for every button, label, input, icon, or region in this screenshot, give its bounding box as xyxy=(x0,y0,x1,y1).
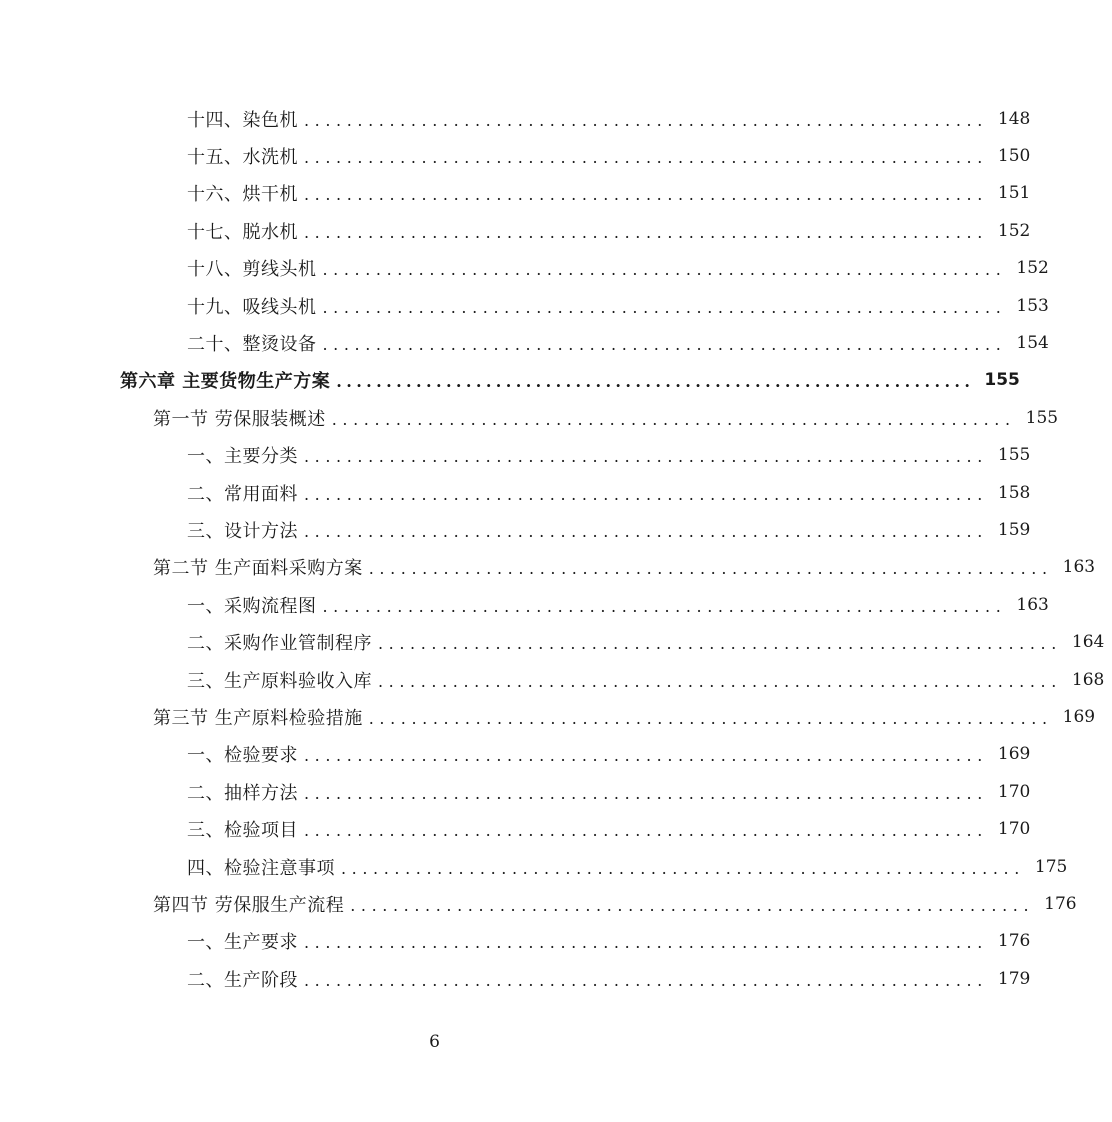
toc-dot-leader: ................................................................ xyxy=(341,858,1025,878)
toc-entry-title: 二、生产阶段 xyxy=(187,969,298,991)
toc-dot-leader: ................................................................ xyxy=(304,521,988,541)
toc-section-entry[interactable] xyxy=(0,698,1096,735)
toc-dot-leader: ................................................................ xyxy=(304,484,988,504)
toc-entry-title: 二、抽样方法 xyxy=(187,782,298,804)
toc-dot-leader: ................................................................ xyxy=(368,708,1053,728)
toc-entry-title: 十五、水洗机 xyxy=(187,147,298,169)
toc-page-number: 169 xyxy=(997,744,1031,765)
toc-page-number: 168 xyxy=(1071,669,1105,690)
toc-dot-leader: ................................................................ xyxy=(304,970,988,990)
toc-page-number: 176 xyxy=(997,931,1031,952)
toc-entry[interactable] xyxy=(0,848,1068,885)
toc-dot-leader: ................................................................ xyxy=(368,559,1053,579)
toc-entry-title: 十八、剪线头机 xyxy=(187,259,317,281)
toc-entry[interactable] xyxy=(0,474,1031,511)
toc-entry[interactable] xyxy=(0,100,1031,137)
toc-dot-leader: ................................................................ xyxy=(331,409,1016,429)
toc-entry[interactable] xyxy=(0,960,1031,997)
toc-dot-leader: ................................................................ xyxy=(304,185,988,205)
toc-page-number: 169 xyxy=(1062,706,1096,727)
toc-dot-leader: ................................................................ xyxy=(304,110,988,130)
toc-dot-leader: ................................................................ xyxy=(304,821,988,841)
toc-entry-title: 一、生产要求 xyxy=(187,932,298,954)
toc-dot-leader: ................................................................ xyxy=(304,933,988,953)
toc-entry[interactable] xyxy=(0,661,1105,698)
toc-entry-title: 第二节 生产面料采购方案 xyxy=(153,558,363,580)
toc-section-entry[interactable] xyxy=(0,399,1059,436)
toc-entry-title: 第三节 生产原料检验措施 xyxy=(153,707,363,729)
toc-page-number: 148 xyxy=(997,108,1031,129)
toc-page-number: 155 xyxy=(997,445,1031,466)
toc-entry[interactable] xyxy=(0,287,1049,324)
toc-dot-leader: ................................................................ xyxy=(322,297,1007,317)
toc-page-number: 170 xyxy=(997,781,1031,802)
toc-chapter-entry[interactable] xyxy=(0,362,1020,399)
toc-page-number: 159 xyxy=(997,519,1031,540)
toc-entry[interactable] xyxy=(0,810,1031,847)
toc-entry-title: 第四节 劳保服生产流程 xyxy=(153,894,345,916)
toc-entry-title: 一、主要分类 xyxy=(187,446,298,468)
toc-entry[interactable] xyxy=(0,511,1031,548)
toc-entry[interactable] xyxy=(0,137,1031,174)
toc-section-entry[interactable] xyxy=(0,885,1077,922)
toc-dot-leader: ................................................................ xyxy=(350,895,1035,915)
toc-entry-title: 二十、整烫设备 xyxy=(187,334,317,356)
page-number: 6 xyxy=(429,1032,440,1052)
toc-dot-leader: ................................................................ xyxy=(378,671,1062,691)
toc-entry[interactable] xyxy=(0,923,1031,960)
toc-entry-title: 十六、烘干机 xyxy=(187,184,298,206)
toc-page-number: 152 xyxy=(1016,258,1049,279)
toc-entry[interactable] xyxy=(0,324,1049,361)
toc-entry-title: 第一节 劳保服装概述 xyxy=(153,408,326,430)
toc-entry[interactable] xyxy=(0,175,1031,212)
toc-entry-title: 三、设计方法 xyxy=(187,520,298,542)
table-of-contents xyxy=(0,100,1105,997)
toc-entry-title: 十九、吸线头机 xyxy=(187,296,317,318)
toc-page-number: 163 xyxy=(1062,557,1096,578)
toc-entry[interactable] xyxy=(0,623,1105,660)
toc-entry[interactable] xyxy=(0,250,1049,287)
toc-entry-title: 四、检验注意事项 xyxy=(187,857,335,879)
toc-page-number: 164 xyxy=(1071,632,1105,653)
toc-dot-leader: ................................................................ xyxy=(336,372,975,392)
toc-page-number: 158 xyxy=(997,482,1031,503)
toc-entry-title: 三、检验项目 xyxy=(187,820,298,842)
toc-page-number: 155 xyxy=(1025,407,1059,428)
toc-dot-leader: ................................................................ xyxy=(322,260,1007,280)
toc-entry[interactable] xyxy=(0,586,1049,623)
toc-entry-title: 三、生产原料验收入库 xyxy=(187,670,372,692)
toc-page-number: 175 xyxy=(1034,856,1068,877)
toc-page-number: 153 xyxy=(1016,295,1049,316)
toc-entry[interactable] xyxy=(0,437,1031,474)
toc-entry-title: 第六章 主要货物生产方案 xyxy=(120,371,331,393)
toc-dot-leader: ................................................................ xyxy=(304,447,988,467)
toc-page-number: 150 xyxy=(997,146,1031,167)
toc-entry[interactable] xyxy=(0,736,1031,773)
toc-section-entry[interactable] xyxy=(0,549,1096,586)
toc-page-number: 170 xyxy=(997,819,1031,840)
toc-page-number: 176 xyxy=(1044,893,1077,914)
toc-page-number: 163 xyxy=(1016,594,1049,615)
toc-entry-title: 一、检验要求 xyxy=(187,745,298,767)
toc-page-number: 179 xyxy=(997,968,1031,989)
toc-entry-title: 十四、染色机 xyxy=(187,109,298,131)
toc-entry-title: 二、常用面料 xyxy=(187,483,298,505)
toc-page-number: 151 xyxy=(997,183,1031,204)
toc-dot-leader: ................................................................ xyxy=(304,746,988,766)
toc-page-number: 154 xyxy=(1016,333,1049,354)
toc-page-number: 155 xyxy=(984,370,1020,391)
toc-page-number: 152 xyxy=(997,220,1031,241)
toc-dot-leader: ................................................................ xyxy=(322,596,1007,616)
toc-entry-title: 一、采购流程图 xyxy=(187,595,317,617)
toc-entry-title: 十七、脱水机 xyxy=(187,221,298,243)
toc-dot-leader: ................................................................ xyxy=(322,335,1007,355)
toc-dot-leader: ................................................................ xyxy=(304,783,988,803)
toc-dot-leader: ................................................................ xyxy=(304,148,988,168)
toc-entry[interactable] xyxy=(0,773,1031,810)
toc-dot-leader: ................................................................ xyxy=(378,634,1062,654)
toc-dot-leader: ................................................................ xyxy=(304,222,988,242)
toc-entry-title: 二、采购作业管制程序 xyxy=(187,633,372,655)
toc-entry[interactable] xyxy=(0,212,1031,249)
